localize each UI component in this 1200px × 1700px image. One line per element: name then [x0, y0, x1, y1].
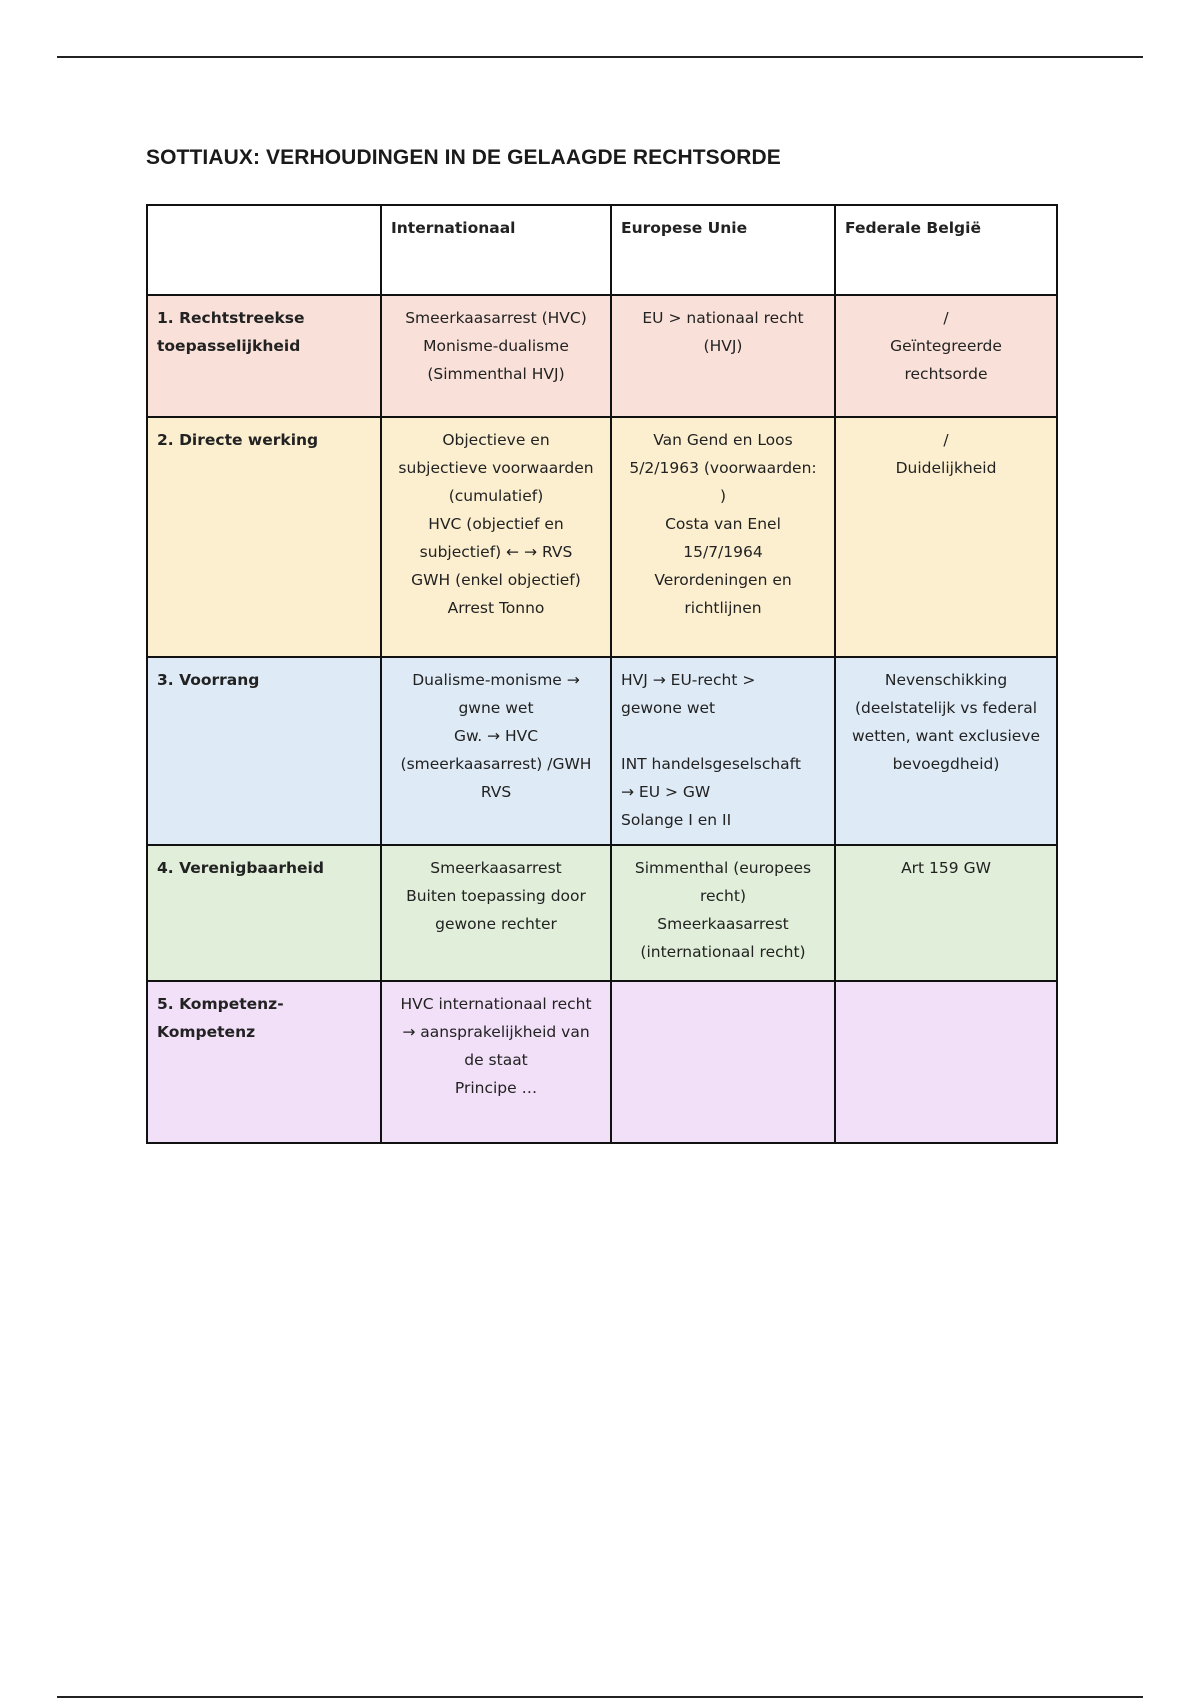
row-label-line: 5. Kompetenz- — [157, 995, 284, 1013]
cell-directe-werking-internationaal — [381, 417, 611, 657]
cell-line: RVS — [480, 783, 512, 801]
row-label-line: toepasselijkheid — [157, 337, 301, 355]
cell-verenigbaarheid-internationaal — [381, 845, 611, 981]
cell-line: (internationaal recht) — [640, 943, 806, 961]
cell-line: Monisme-dualisme — [423, 337, 569, 355]
cell-line: Principe … — [454, 1079, 538, 1097]
cell-line — [621, 722, 825, 750]
cell-line: richtlijnen — [684, 599, 762, 617]
header-cell-federale-belgie: Federale België — [835, 205, 1057, 295]
cell-line: subjectief) ← → RVS — [419, 543, 573, 561]
comparison-table — [146, 204, 1058, 1144]
cell-line: rechtsorde — [904, 365, 988, 383]
cell-kompetenz-kompetenz-europese-unie — [611, 981, 835, 1143]
cell-voorrang-europese-unie — [611, 657, 835, 845]
cell-line: de staat — [464, 1051, 528, 1069]
table-row-rechtstreekse-toepasselijkheid — [147, 295, 1057, 417]
cell-line: 5/2/1963 (voorwaarden: — [629, 459, 817, 477]
table-body — [147, 295, 1057, 1143]
cell-line: gewone rechter — [435, 915, 557, 933]
cell-line: Gw. → HVC — [453, 727, 539, 745]
cell-line: 15/7/1964 — [683, 543, 763, 561]
cell-line: (Simmenthal HVJ) — [427, 365, 565, 383]
row-label-rechtstreekse-toepasselijkheid — [147, 295, 381, 417]
row-label-line: 3. Voorrang — [157, 671, 260, 689]
row-label-voorrang — [147, 657, 381, 845]
header-rule — [57, 56, 1143, 58]
cell-line: Nevenschikking — [884, 671, 1008, 689]
cell-line: ) — [719, 487, 727, 505]
cell-line: Buiten toepassing door — [406, 887, 586, 905]
cell-kompetenz-kompetenz-federale-belgie — [835, 981, 1057, 1143]
cell-directe-werking-federale-belgie — [835, 417, 1057, 657]
cell-line: Objectieve en — [442, 431, 550, 449]
cell-rechtstreekse-toepasselijkheid-federale-belgie — [835, 295, 1057, 417]
cell-line: Art 159 GW — [901, 859, 991, 877]
table-row-voorrang — [147, 657, 1057, 845]
row-label-line: 1. Rechtstreekse — [157, 309, 305, 327]
cell-line: → aansprakelijkheid van — [402, 1023, 590, 1041]
cell-line: Geïntegreerde — [890, 337, 1002, 355]
cell-line: GWH (enkel objectief) — [411, 571, 581, 589]
cell-verenigbaarheid-europese-unie — [611, 845, 835, 981]
table-row-directe-werking — [147, 417, 1057, 657]
cell-line: Verordeningen en — [654, 571, 792, 589]
cell-line: HVC internationaal recht — [400, 995, 592, 1013]
cell-line: HVJ → EU-recht > — [621, 671, 756, 689]
row-label-line: Kompetenz — [157, 1023, 256, 1041]
table-header-row — [147, 205, 1057, 295]
cell-line: (smeerkaasarrest) /GWH — [400, 755, 592, 773]
cell-line: gewone wet — [621, 699, 716, 717]
cell-line: bevoegdheid) — [892, 755, 1000, 773]
cell-kompetenz-kompetenz-internationaal — [381, 981, 611, 1143]
cell-line: HVC (objectief en — [428, 515, 564, 533]
cell-line: Solange I en II — [621, 811, 732, 829]
cell-line: gwne wet — [458, 699, 534, 717]
row-label-directe-werking — [147, 417, 381, 657]
cell-directe-werking-europese-unie — [611, 417, 835, 657]
table-row-kompetenz-kompetenz — [147, 981, 1057, 1143]
header-cell-europese-unie: Europese Unie — [611, 205, 835, 295]
cell-line: Duidelijkheid — [895, 459, 997, 477]
cell-voorrang-internationaal — [381, 657, 611, 845]
cell-line: / — [943, 309, 949, 327]
document-title: SOTTIAUX: VERHOUDINGEN IN DE GELAAGDE RECHTSORDE — [146, 146, 781, 169]
cell-line: subjectieve voorwaarden — [398, 459, 594, 477]
cell-line: INT handelsgeselschaft — [621, 755, 801, 773]
header-cell-empty — [147, 205, 381, 295]
cell-line: Smeerkaasarrest — [657, 915, 789, 933]
row-label-kompetenz-kompetenz — [147, 981, 381, 1143]
cell-line: Costa van Enel — [665, 515, 781, 533]
cell-line: EU > nationaal recht — [642, 309, 804, 327]
row-label-verenigbaarheid — [147, 845, 381, 981]
cell-rechtstreekse-toepasselijkheid-internationaal — [381, 295, 611, 417]
row-label-line: 4. Verenigbaarheid — [157, 859, 324, 877]
cell-line: → EU > GW — [621, 783, 711, 801]
row-label-line: 2. Directe werking — [157, 431, 319, 449]
cell-line: Van Gend en Loos — [653, 431, 793, 449]
table-row-verenigbaarheid — [147, 845, 1057, 981]
cell-line: (deelstatelijk vs federal — [854, 699, 1038, 717]
header-cell-internationaal: Internationaal — [381, 205, 611, 295]
cell-line: (HVJ) — [703, 337, 743, 355]
cell-line: Simmenthal (europees — [634, 859, 812, 877]
cell-line: / — [943, 431, 949, 449]
cell-line: Smeerkaasarrest — [430, 859, 562, 877]
cell-line: (cumulatief) — [448, 487, 544, 505]
cell-line: recht) — [699, 887, 747, 905]
footer-rule — [57, 1696, 1143, 1698]
cell-rechtstreekse-toepasselijkheid-europese-unie — [611, 295, 835, 417]
cell-line: Smeerkaasarrest (HVC) — [405, 309, 587, 327]
cell-line: Arrest Tonno — [447, 599, 545, 617]
cell-verenigbaarheid-federale-belgie — [835, 845, 1057, 981]
cell-line: wetten, want exclusieve — [851, 727, 1041, 745]
cell-voorrang-federale-belgie — [835, 657, 1057, 845]
cell-line: Dualisme-monisme → — [412, 671, 580, 689]
